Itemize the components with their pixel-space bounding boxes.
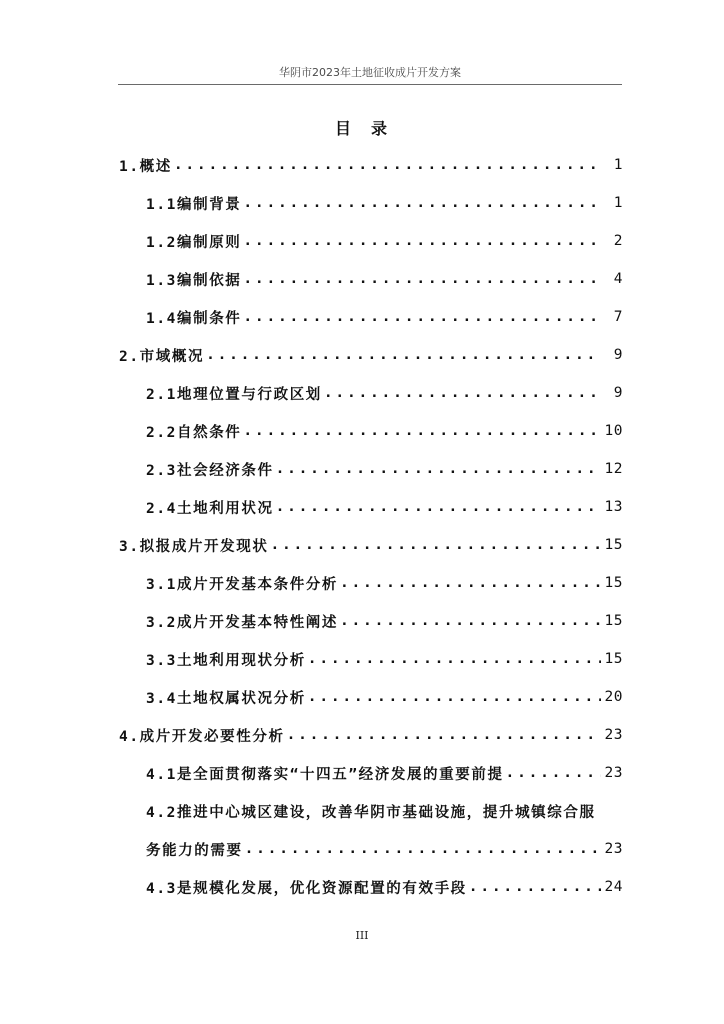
toc-entry-page: 24 xyxy=(604,879,623,895)
toc-leader-dots xyxy=(308,689,601,705)
toc-entry-page: 1 xyxy=(613,195,623,211)
toc-leader-dots xyxy=(340,613,601,629)
toc-entry-label: 1.4编制条件 xyxy=(146,310,242,327)
toc-leader-dots xyxy=(174,157,601,173)
toc-entry[interactable] xyxy=(119,717,623,753)
toc-entry-label: 1.概述 xyxy=(119,158,172,175)
toc-heading-char-1: 目 xyxy=(334,119,353,138)
toc-entry-page: 23 xyxy=(604,841,623,857)
toc-entry[interactable] xyxy=(146,375,623,411)
toc-entry-label: 3.拟报成片开发现状 xyxy=(119,538,269,555)
toc-leader-dots xyxy=(340,575,601,591)
toc-leader-dots xyxy=(243,195,601,211)
toc-entry-label: 3.1成片开发基本条件分析 xyxy=(146,576,338,593)
toc-entry-continued[interactable] xyxy=(146,831,623,867)
toc-entry[interactable] xyxy=(146,185,623,221)
toc-entry[interactable] xyxy=(119,337,623,373)
toc-entry-label: 3.4土地权属状况分析 xyxy=(146,690,306,707)
toc-entry-page: 15 xyxy=(604,575,623,591)
toc-entry-page: 9 xyxy=(613,385,623,401)
toc-leader-dots xyxy=(243,423,600,439)
toc-entry-label: 4.3是规模化发展，优化资源配置的有效手段 xyxy=(146,880,467,897)
toc-leader-dots xyxy=(469,879,601,895)
toc-entry[interactable] xyxy=(146,793,623,829)
toc-entry[interactable] xyxy=(146,413,623,449)
toc-entry-page: 15 xyxy=(604,537,623,553)
running-header xyxy=(118,66,622,85)
toc-entry-page: 4 xyxy=(613,271,623,287)
toc-leader-dots xyxy=(324,385,601,401)
toc-heading-char-2: 录 xyxy=(371,119,390,138)
toc-entry[interactable] xyxy=(146,755,623,791)
toc-entry[interactable] xyxy=(146,299,623,335)
page-number: III xyxy=(355,929,369,942)
toc-entry-label: 3.3土地利用现状分析 xyxy=(146,652,306,669)
toc-entry-page: 12 xyxy=(604,461,623,477)
toc-entry[interactable] xyxy=(146,565,623,601)
toc-leader-dots xyxy=(245,841,601,857)
toc-entry-page: 7 xyxy=(613,309,623,325)
toc-entry[interactable] xyxy=(146,489,623,525)
running-header-title: 华阴市2023年土地征收成片开发方案 xyxy=(279,66,461,79)
toc-leader-dots xyxy=(287,727,601,743)
toc-entry-label: 1.2编制原则 xyxy=(146,234,242,251)
toc-entry[interactable] xyxy=(146,223,623,259)
toc-entry-label: 4.成片开发必要性分析 xyxy=(119,728,285,745)
toc-entry-page: 23 xyxy=(604,765,623,781)
toc-entry-page: 10 xyxy=(604,423,623,439)
toc-entry-label: 3.2成片开发基本特性阐述 xyxy=(146,614,338,631)
toc-entry-page: 13 xyxy=(604,499,623,515)
toc-entry-page: 1 xyxy=(613,157,623,173)
toc-leader-dots xyxy=(276,499,601,515)
toc-entry-label: 1.3编制依据 xyxy=(146,272,242,289)
toc-entry-label: 4.2推进中心城区建设，改善华阴市基础设施，提升城镇综合服 xyxy=(146,804,596,821)
page-footer xyxy=(0,929,724,942)
toc-entry-label: 4.1是全面贯彻落实“十四五”经济发展的重要前提 xyxy=(146,766,504,783)
toc-entry-page: 23 xyxy=(604,727,623,743)
toc-entry-label: 2.2自然条件 xyxy=(146,424,242,441)
toc-entry-page: 15 xyxy=(604,651,623,667)
toc-entry-label: 务能力的需要 xyxy=(146,842,243,859)
toc-leader-dots xyxy=(308,651,601,667)
toc-entry[interactable] xyxy=(146,679,623,715)
toc-leader-dots xyxy=(243,309,601,325)
toc-entry-page: 9 xyxy=(613,347,623,363)
toc-entry[interactable] xyxy=(146,261,623,297)
toc-entry-page: 15 xyxy=(604,613,623,629)
toc-entry[interactable] xyxy=(146,641,623,677)
toc-entry-page: 2 xyxy=(613,233,623,249)
toc-entry-label: 2.3社会经济条件 xyxy=(146,462,274,479)
toc-leader-dots xyxy=(206,347,601,363)
toc-leader-dots xyxy=(243,271,601,287)
toc-entry-label: 2.市域概况 xyxy=(119,348,205,365)
toc-entry[interactable] xyxy=(119,527,623,563)
toc-entry-page: 20 xyxy=(604,689,623,705)
toc-leader-dots xyxy=(243,233,601,249)
toc-entry[interactable] xyxy=(146,451,623,487)
toc-entry[interactable] xyxy=(146,603,623,639)
toc-leader-dots xyxy=(506,765,601,781)
toc-entry[interactable] xyxy=(146,869,623,905)
toc-leader-dots xyxy=(276,461,601,477)
toc-entry-label: 2.4土地利用状况 xyxy=(146,500,274,517)
toc-entry-label: 1.1编制背景 xyxy=(146,196,242,213)
toc-leader-dots xyxy=(270,537,600,553)
toc-entry[interactable] xyxy=(119,147,623,183)
toc-entry-label: 2.1地理位置与行政区划 xyxy=(146,386,322,403)
toc-heading xyxy=(0,116,724,139)
